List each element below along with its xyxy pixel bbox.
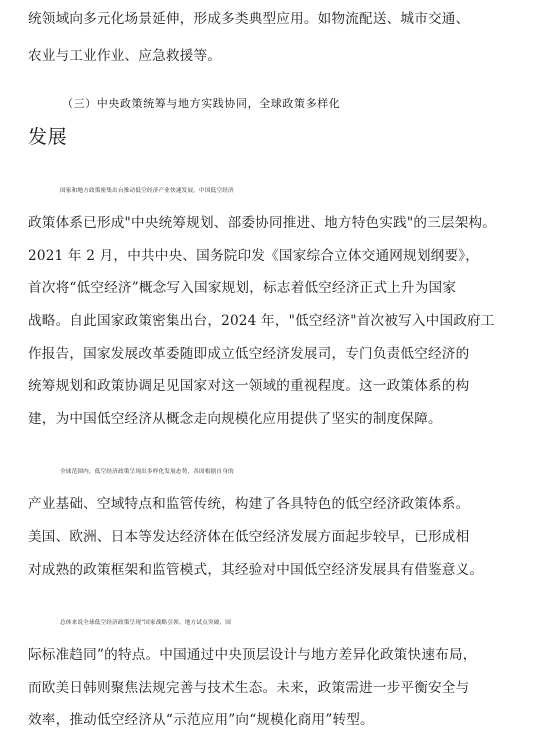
intro-line: 农业与工业作业、应急救援等。 <box>28 48 222 64</box>
paragraph-1-line: 政策体系已形成"中央统筹规划、部委协同推进、地方特色实践"的三层架构。 <box>28 215 497 231</box>
intro-line: 统领域向多元化场景延伸，形成多类典型应用。如物流配送、城市交通、 <box>28 11 470 27</box>
paragraph-3-line: 总体来说全球低空经济政策呈现“国家战略引领、地方试点突破、国 <box>60 620 232 626</box>
section-heading-line-2: 发展 <box>28 126 68 148</box>
paragraph-2-line: 产业基础、空域特点和监管传统，构建了各具特色的低空经济政策体系。 <box>28 496 470 512</box>
paragraph-2-line: 对成熟的政策框架和监管模式，其经验对中国低空经济发展具有借鉴意义。 <box>28 562 484 578</box>
paragraph-2-line: 美国、欧洲、日本等发达经济体在低空经济发展方面起步较早，已形成相 <box>28 529 470 545</box>
paragraph-2-line: 全球范围内，低空经济政策呈现出多样化发展态势，各国根据自身的 <box>60 469 234 475</box>
paragraph-1-line: 2021 年 2 月，中共中央、国务院印发《国家综合立体交通网规划纲要》， <box>28 248 480 264</box>
paragraph-3-line: 效率，推动低空经济从“示范应用”向“规模化商用”转型。 <box>28 712 374 728</box>
paragraph-1-line: 统筹规划和政策协调足见国家对这一领域的重视程度。这一政策体系的构 <box>28 378 470 394</box>
paragraph-1-line: 作报告，国家发展改革委随即成立低空经济发展司，专门负责低空经济的 <box>28 346 470 362</box>
paragraph-1-line: 建，为中国低空经济从概念走向规模化应用提供了坚实的制度保障。 <box>28 411 442 427</box>
paragraph-1-line: 首次将“低空经济”概念写入国家规划，标志着低空经济正式上升为国家 <box>28 280 457 296</box>
paragraph-1-line: 战略。自此国家政策密集出台，2024 年，"低空经济"首次被写入中国政府工 <box>28 313 495 329</box>
paragraph-1-line: 国家和地方政策密集出台推动低空经济产业快速发展。中国低空经济 <box>60 188 234 194</box>
paragraph-3-line: 而欧美日韩则聚焦法规完善与技术生态。未来，政策需进一步平衡安全与 <box>28 680 470 696</box>
section-heading-line-1: （三）中央政策统筹与地方实践协同，全球政策多样化 <box>62 97 341 110</box>
paragraph-3-line: 际标准趋同”的特点。中国通过中央顶层设计与地方差异化政策快速布局， <box>28 647 477 663</box>
